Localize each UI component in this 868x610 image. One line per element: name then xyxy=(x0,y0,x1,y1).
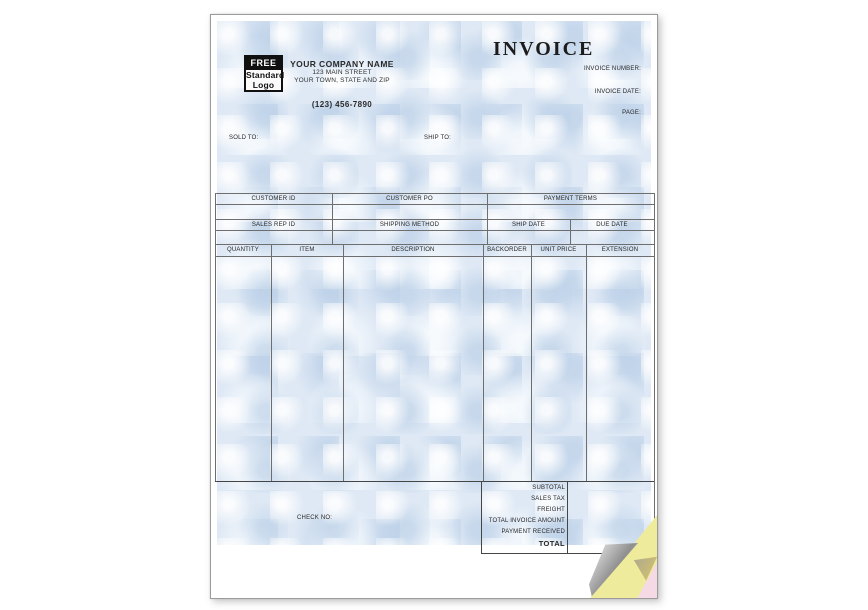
quantity-column-header: QUANTITY xyxy=(227,247,259,253)
grid-line xyxy=(215,230,654,231)
check-no-label: CHECK NO: xyxy=(297,515,333,521)
totals-divider-line xyxy=(567,481,568,553)
page-label: PAGE: xyxy=(622,110,641,116)
grid-line xyxy=(586,244,587,481)
invoice-number-label: INVOICE NUMBER: xyxy=(583,66,641,72)
payment-terms-header: PAYMENT TERMS xyxy=(543,196,598,202)
extension-column-header: EXTENSION xyxy=(601,247,639,253)
shipping-method-header: SHIPPING METHOD xyxy=(379,222,440,228)
grid-line xyxy=(483,244,484,481)
grid-line xyxy=(215,219,654,220)
item-column-header: ITEM xyxy=(299,247,315,253)
carbon-copy-corner xyxy=(589,512,657,598)
unit-price-column-header: UNIT PRICE xyxy=(540,247,577,253)
company-name: YOUR COMPANY NAME xyxy=(290,59,394,69)
grid-line xyxy=(215,256,654,257)
document-title: INVOICE xyxy=(493,38,595,60)
ship-date-header: SHIP DATE xyxy=(512,222,545,228)
description-column-header: DESCRIPTION xyxy=(391,247,435,253)
customer-po-header: CUSTOMER PO xyxy=(386,196,433,202)
grid-line xyxy=(215,481,654,482)
company-city: YOUR TOWN, STATE AND ZIP xyxy=(294,77,390,84)
sales-rep-id-header: SALES REP ID xyxy=(251,222,296,228)
company-block xyxy=(281,59,403,85)
invoice-date-label: INVOICE DATE: xyxy=(594,89,641,95)
subtotal-label: SUBTOTAL xyxy=(532,485,565,491)
grid-line xyxy=(215,193,216,481)
grid-line xyxy=(215,193,654,194)
grid-line xyxy=(271,244,272,481)
sold-to-label: SOLD TO: xyxy=(229,135,259,141)
logo-word-standard: Standard xyxy=(246,70,285,80)
grid-line xyxy=(215,244,654,245)
freight-label: FREIGHT xyxy=(537,507,565,513)
total-invoice-amount-label: TOTAL INVOICE AMOUNT xyxy=(488,518,565,524)
grid-line xyxy=(215,204,654,205)
logo-free-banner: FREE xyxy=(246,57,281,70)
logo-word-logo: Logo xyxy=(252,80,275,90)
grid-line xyxy=(343,244,344,481)
backorder-column-header: BACKORDER xyxy=(487,247,527,253)
payment-received-label: PAYMENT RECEIVED xyxy=(501,529,565,535)
customer-id-header: CUSTOMER ID xyxy=(251,196,296,202)
invoice-form-sheet xyxy=(210,14,658,599)
company-logo xyxy=(244,55,283,92)
grid-line xyxy=(654,193,655,553)
grid-line xyxy=(531,244,532,481)
due-date-header: DUE DATE xyxy=(596,222,628,228)
ship-to-label: SHIP TO: xyxy=(424,135,451,141)
sales-tax-label: SALES TAX xyxy=(531,496,565,502)
total-label: TOTAL xyxy=(538,539,565,548)
company-phone: (123) 456-7890 xyxy=(311,100,373,109)
company-street: 123 MAIN STREET xyxy=(312,69,372,76)
